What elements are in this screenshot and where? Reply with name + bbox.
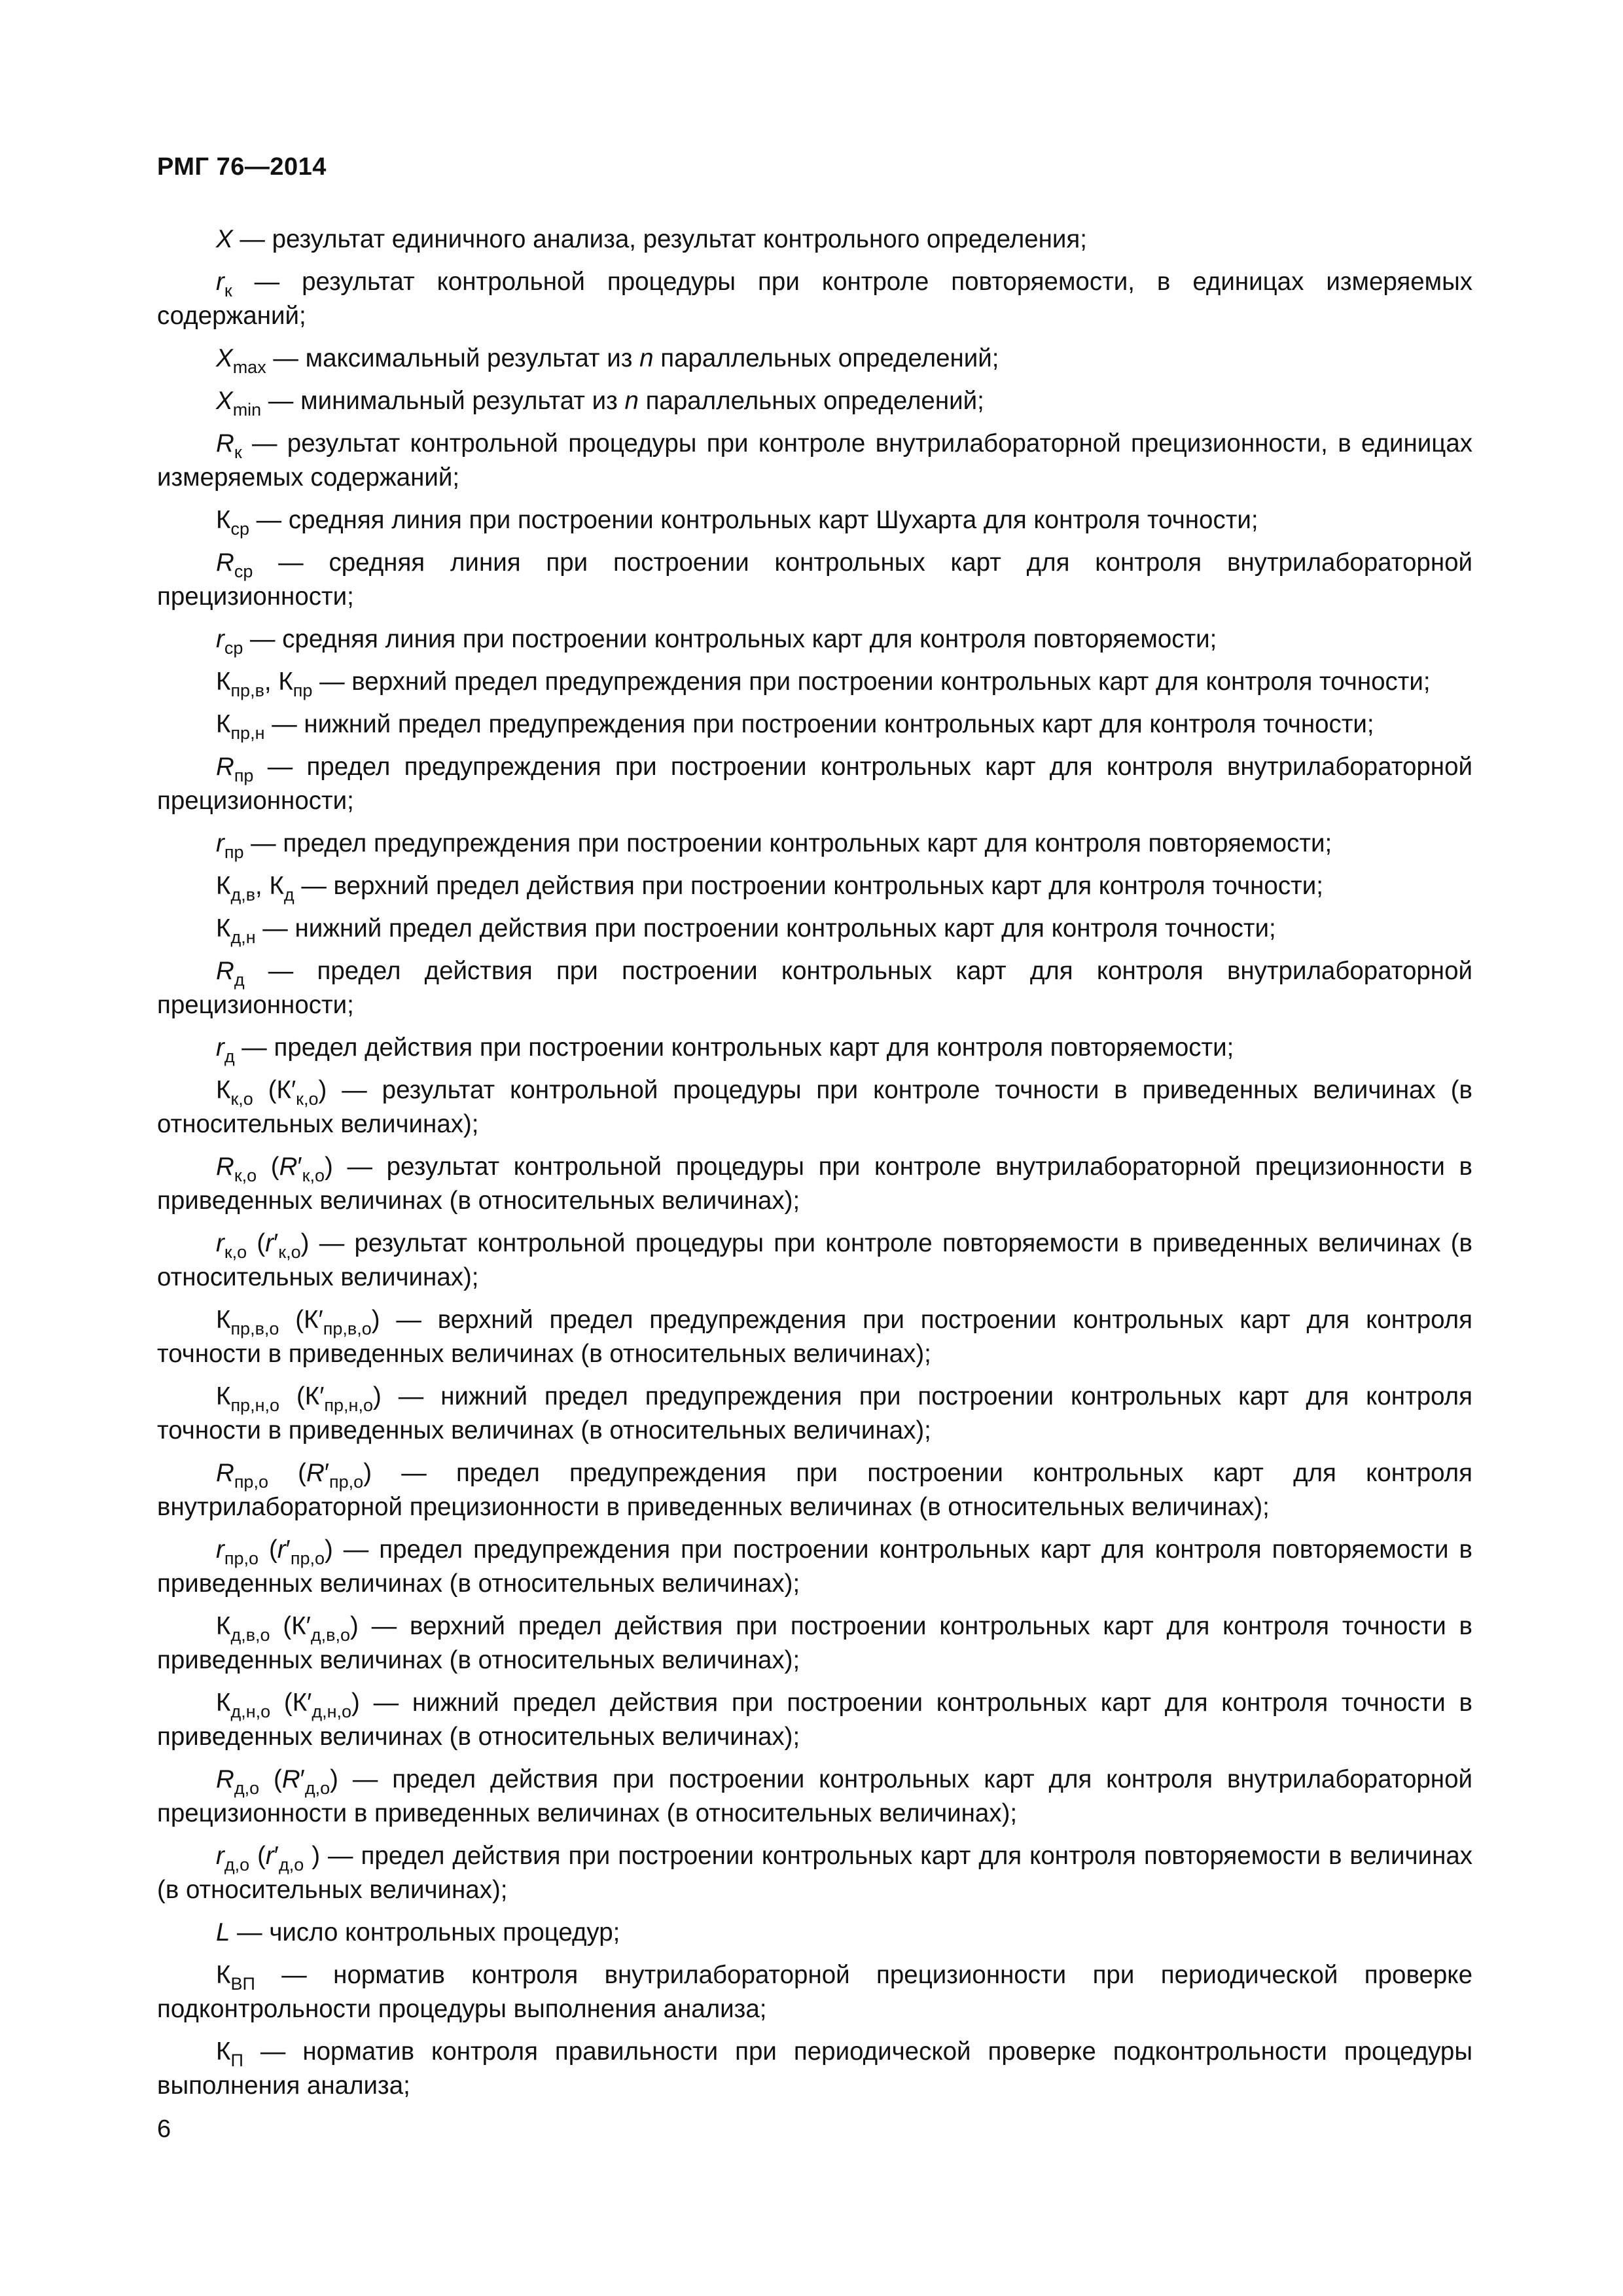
definition-item	[157, 708, 1472, 742]
symbol-term: $К_{д,н}$	[216, 914, 256, 947]
symbol-term: $X_{max}$	[216, 344, 266, 377]
symbol-description: — результат контрольной процедуры при контроле точности в приведенных величинах (в относительных величинах);	[157, 1076, 1472, 1138]
definition-item	[157, 912, 1472, 946]
symbol-description: — предел предупреждения при построении контрольных карт для контроля повторяемости в приведенных величинах (в относительных величинах);	[157, 1535, 1472, 1598]
definition-item	[157, 1031, 1472, 1065]
symbol-description: — предел действия при построении контрольных карт для контроля внутрилабораторной прецизионности в приведенных величинах (в относительных величинах);	[157, 1765, 1472, 1827]
symbol-description: — норматив контроля правильности при периодической проверке подконтрольности процедуры выполнения анализа;	[157, 2037, 1472, 2100]
symbol-term: $X_{min}$	[216, 387, 262, 420]
symbol-term: $R_д$	[216, 957, 245, 990]
symbol-description: — нижний предел предупреждения при построении контрольных карт для контроля точности в приведенных величинах (в относительных величинах);	[157, 1382, 1472, 1444]
definition-item	[157, 869, 1472, 903]
symbol-term: $R_к$	[216, 429, 242, 462]
symbol-term: $r_д$	[216, 1033, 235, 1066]
symbol-term: $К_{пр,н,о}$ $(К'_{пр,н,о})$	[216, 1382, 382, 1415]
symbol-term: $r_{д,о}$ ($r'_{д,о}$ )	[216, 1842, 321, 1874]
symbol-term: $R_{пр,о}$ $(R'_{пр,о})$	[216, 1459, 372, 1492]
definition-item	[157, 1456, 1472, 1524]
symbol-term: L	[216, 1918, 230, 1946]
symbol-term: $R_{пр}$	[216, 753, 254, 785]
symbol-description: — норматив контроля внутрилабораторной прецизионности при периодической проверке подконтрольности процедуры выполнения анализа;	[157, 1961, 1472, 2023]
symbol-term: $r_{к,о}$ $(r'_{к,о})$	[216, 1229, 310, 1262]
definition-item	[157, 384, 1472, 418]
symbol-description: — средняя линия при построении контрольных карт Шухарта для контроля точности;	[249, 506, 1258, 534]
document-header: РМГ 76—2014	[157, 153, 327, 181]
symbol-description: — результат контрольной процедуры при контроле повторяемости в приведенных величинах (в относительных величинах);	[157, 1229, 1472, 1291]
definition-item	[157, 503, 1472, 537]
symbol-term: $К_{д,в,о}$ $(К'_{д,в,о})$	[216, 1612, 359, 1645]
symbol-description: — верхний предел предупреждения при построении контрольных карт для контроля точности в приведенных величинах (в относительных величинах);	[157, 1306, 1472, 1368]
symbol-term: $r_{пр}$	[216, 829, 244, 862]
definition-item	[157, 427, 1472, 495]
symbol-description: — предел предупреждения при построении контрольных карт для контроля внутрилабораторной прецизионности;	[157, 753, 1472, 815]
symbol-term: $К_{ВП}$	[216, 1961, 255, 1994]
symbol-description: — верхний предел действия при построении контрольных карт для контроля точности в приведенных величинах (в относительных величинах);	[157, 1612, 1472, 1674]
symbol-term: X	[216, 225, 233, 253]
symbol-description: — нижний предел действия при построении контрольных карт для контроля точности;	[255, 914, 1276, 942]
definition-item	[157, 1763, 1472, 1831]
symbol-term: $r_{пр,о}$ $(r'_{пр,о})$	[216, 1535, 333, 1568]
definition-item	[157, 265, 1472, 333]
symbol-description: — предел предупреждения при построении контрольных карт для контроля повторяемости;	[243, 829, 1332, 857]
symbol-term: $r_к$	[216, 268, 232, 300]
symbol-description: — результат единичного анализа, результат контрольного определения;	[232, 225, 1087, 253]
symbol-description: — результат контрольной процедуры при контроле внутрилабораторной прецизионности, в единицах измеряемых содержаний;	[157, 429, 1472, 492]
symbol-description: — минимальный результат из n параллельных определений;	[261, 387, 984, 415]
symbol-description: — предел предупреждения при построении контрольных карт для контроля внутрилабораторной прецизионности в приведенных величинах (в относительных величинах);	[157, 1459, 1472, 1521]
definition-item	[157, 1686, 1472, 1754]
symbol-term: $К_{ср}$	[216, 506, 249, 539]
symbol-description: — верхний предел действия при построении контрольных карт для контроля точности;	[294, 872, 1323, 900]
definition-item	[157, 1609, 1472, 1677]
symbol-term: $R_{д,о}$ $(R'_{д,о})$	[216, 1765, 338, 1798]
definition-item	[157, 1073, 1472, 1141]
symbol-term: $R_{ср}$	[216, 548, 253, 581]
symbol-description: — нижний предел предупреждения при построении контрольных карт для контроля точности;	[264, 710, 1374, 738]
symbol-term: $К_{д,н,о}$ $(К'_{д,н,о})$	[216, 1689, 360, 1721]
definition-item	[157, 2035, 1472, 2103]
definition-item	[157, 1916, 1472, 1950]
definition-item	[157, 827, 1472, 861]
page-number: 6	[157, 2115, 171, 2143]
symbol-term: $К_П$	[216, 2037, 243, 2070]
definition-item	[157, 1839, 1472, 1907]
symbol-description: — предел действия при построении контрольных карт для контроля внутрилабораторной прецизионности;	[157, 957, 1472, 1019]
symbol-term: $К_{к,о}$ $(К'_{к,о})$	[216, 1076, 327, 1109]
definition-item	[157, 665, 1472, 699]
symbol-term: $К_{пр,в}$, $К_{пр}$	[216, 668, 313, 700]
definition-item	[157, 750, 1472, 818]
symbol-description: — нижний предел действия при построении контрольных карт для контроля точности в приведенных величинах (в относительных величинах);	[157, 1689, 1472, 1751]
symbol-term: $R_{к,о}$ $(R'_{к,о})$	[216, 1153, 333, 1185]
symbol-description: — результат контрольной процедуры при контроле повторяемости, в единицах измеряемых содержаний;	[157, 268, 1472, 330]
symbol-term: $К_{пр,н}$	[216, 710, 265, 743]
symbol-description: — предел действия при построении контрольных карт для контроля повторяемости;	[234, 1033, 1234, 1062]
definition-item	[157, 954, 1472, 1022]
definition-item	[157, 1303, 1472, 1371]
definition-item	[157, 1227, 1472, 1295]
definition-item	[157, 342, 1472, 376]
symbol-description: — средняя линия при построении контрольных карт для контроля повторяемости;	[243, 625, 1217, 653]
symbol-term: $К_{пр,в,о}$ $(К'_{пр,в,о})$	[216, 1306, 380, 1338]
definition-item	[157, 622, 1472, 656]
symbol-description: — верхний предел предупреждения при построении контрольных карт для контроля точности;	[312, 668, 1431, 696]
symbol-term: $К_{д,в}$, $К_д$	[216, 872, 294, 905]
definition-item	[157, 1958, 1472, 2026]
symbol-description: — число контрольных процедур;	[230, 1918, 620, 1946]
symbol-description: — предел действия при построении контрольных карт для контроля повторяемости в величинах (в относительных величинах);	[157, 1842, 1472, 1904]
definition-item	[157, 1533, 1472, 1601]
symbol-description: — средняя линия при построении контрольных карт для контроля внутрилабораторной прецизионности;	[157, 548, 1472, 611]
definition-item	[157, 1150, 1472, 1218]
definition-item	[157, 223, 1472, 257]
definition-item	[157, 546, 1472, 614]
definition-item	[157, 1380, 1472, 1448]
definitions-list	[157, 223, 1472, 2111]
symbol-description: — результат контрольной процедуры при контроле внутрилабораторной прецизионности в приведенных величинах (в относительных величинах);	[157, 1153, 1472, 1215]
symbol-description: — максимальный результат из n параллельных определений;	[266, 344, 999, 372]
symbol-term: $r_{ср}$	[216, 625, 243, 658]
